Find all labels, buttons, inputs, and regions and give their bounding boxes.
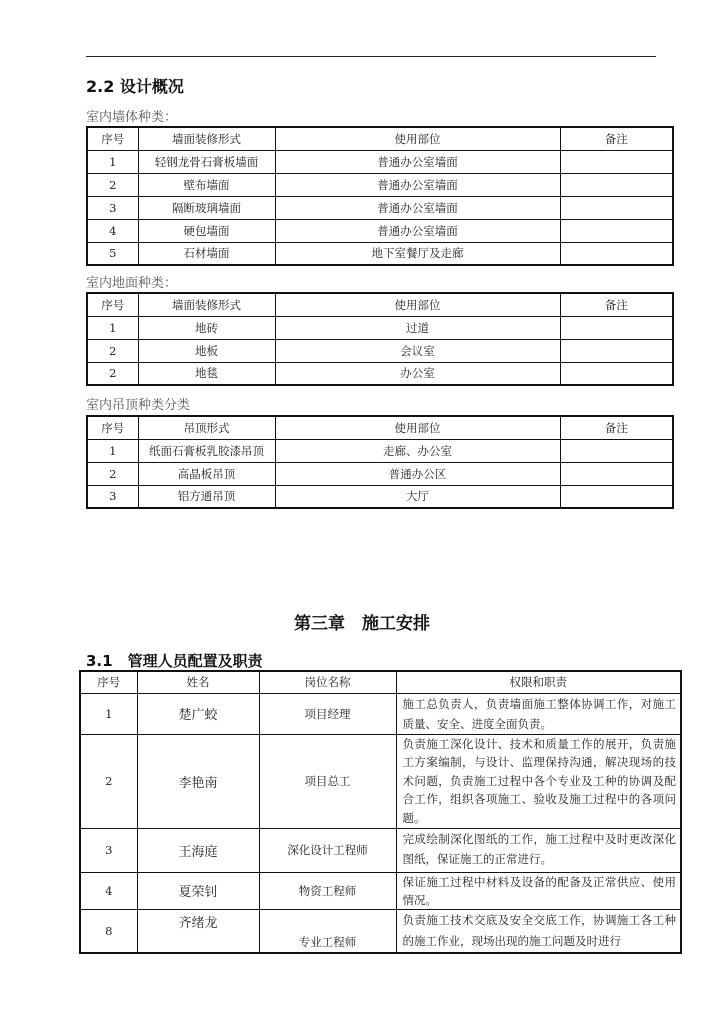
section-title-3-1: 3.1 管理人员配置及职责 [86,652,263,670]
table-cell: 2 [87,339,138,362]
table-cell: 2 [87,173,138,196]
table-cell: 地砖 [138,316,275,339]
ceiling-caption: 室内吊顶种类分类 [86,398,191,413]
table-row [87,173,673,196]
floor-table [86,292,674,386]
staff-name: 王海庭 [137,828,259,872]
table-row [80,909,681,953]
ceiling-header-form: 吊顶形式 [138,416,275,439]
table-cell: 普通办公室墙面 [275,173,560,196]
floor-header-location: 使用部位 [275,293,560,316]
staff-duty: 施工总负责人，负责墙面施工整体协调工作，对施工质量、安全、进度全面负责。 [396,693,681,734]
staff-post: 物资工程师 [259,872,396,909]
table-cell: 高晶板吊顶 [138,462,275,485]
table-cell: 地板 [138,339,275,362]
staff-no: 8 [80,909,137,953]
table-cell: 轻钢龙骨石膏板墙面 [138,150,275,173]
table-cell: 普通办公区 [275,462,560,485]
wall-caption: 室内墙体种类： [86,110,178,125]
table-cell: 地毯 [138,362,275,385]
table-cell: 纸面石膏板乳胶漆吊顶 [138,439,275,462]
table-cell: 隔断玻璃墙面 [138,196,275,219]
table-cell: 硬包墙面 [138,219,275,242]
table-cell: 走廊、办公室 [275,439,560,462]
table-cell [560,150,673,173]
table-cell: 普通办公室墙面 [275,196,560,219]
floor-header-no: 序号 [87,293,138,316]
table-row [80,872,681,909]
table-cell: 大厅 [275,485,560,508]
staff-duty: 负责施工技术交底及安全交底工作，协调施工各工种的施工作业，现场出现的施工问题及时进行 [396,909,681,953]
table-cell [560,362,673,385]
table-row [87,150,673,173]
staff-header-name: 姓名 [137,671,259,693]
wall-header-location: 使用部位 [275,127,560,150]
staff-header-post: 岗位名称 [259,671,396,693]
ceiling-header-note: 备注 [560,416,673,439]
staff-name: 楚广蛟 [137,693,259,734]
table-row [87,242,673,265]
table-cell: 1 [87,316,138,339]
table-row [80,828,681,872]
table-cell [560,219,673,242]
wall-header-note: 备注 [560,127,673,150]
staff-post: 深化设计工程师 [259,828,396,872]
table-row [87,439,673,462]
table-cell: 地下室餐厅及走廊 [275,242,560,265]
table-cell: 4 [87,219,138,242]
table-cell: 5 [87,242,138,265]
table-cell [560,316,673,339]
table-cell [560,242,673,265]
section-title-2-2: 2.2 设计概况 [86,77,184,96]
table-cell: 普通办公室墙面 [275,219,560,242]
staff-name: 夏荣钊 [137,872,259,909]
table-cell [560,339,673,362]
staff-no: 3 [80,828,137,872]
wall-header-no: 序号 [87,127,138,150]
staff-post: 专业工程师 [259,909,396,953]
table-cell: 3 [87,196,138,219]
staff-header-no: 序号 [80,671,137,693]
floor-header-form: 墙面装修形式 [138,293,275,316]
table-row [87,362,673,385]
table-cell: 办公室 [275,362,560,385]
staff-table [79,670,682,954]
staff-header-duty: 权限和职责 [396,671,681,693]
floor-header-note: 备注 [560,293,673,316]
staff-no: 2 [80,734,137,828]
table-row [80,693,681,734]
table-cell: 会议室 [275,339,560,362]
table-cell: 普通办公室墙面 [275,150,560,173]
staff-post: 项目总工 [259,734,396,828]
table-cell [560,462,673,485]
ceiling-header-location: 使用部位 [275,416,560,439]
table-row [87,339,673,362]
table-cell: 石材墙面 [138,242,275,265]
table-cell [560,196,673,219]
ceiling-table [86,415,674,509]
table-cell [560,439,673,462]
table-cell [560,485,673,508]
table-cell: 过道 [275,316,560,339]
staff-no: 4 [80,872,137,909]
staff-name: 李艳南 [137,734,259,828]
staff-no: 1 [80,693,137,734]
header-rule [86,56,656,57]
staff-duty: 负责施工深化设计、技术和质量工作的展开，负责施工方案编制，与设计、监理保持沟通，解决现场的技术问题，负责施工过程中各个专业及工种的协调及配合工作，组织各项施工、验收及施工过程中的各项问题。 [396,734,681,828]
table-cell: 1 [87,150,138,173]
staff-duty: 保证施工过程中材料及设备的配备及正常供应、使用情况。 [396,872,681,909]
table-row [87,219,673,242]
table-row [87,485,673,508]
table-cell: 壁布墙面 [138,173,275,196]
table-row [87,196,673,219]
table-row [80,734,681,828]
table-cell: 3 [87,485,138,508]
staff-duty: 完成绘制深化图纸的工作，施工过程中及时更改深化图纸，保证施工的正常进行。 [396,828,681,872]
chapter-title: 第三章 施工安排 [294,614,430,634]
floor-caption: 室内地面种类： [86,276,178,291]
ceiling-header-no: 序号 [87,416,138,439]
table-row [87,462,673,485]
table-row [87,316,673,339]
table-cell: 1 [87,439,138,462]
staff-post: 项目经理 [259,693,396,734]
wall-header-form: 墙面装修形式 [138,127,275,150]
table-cell: 2 [87,362,138,385]
staff-name: 齐绪龙 [137,909,259,953]
table-cell: 2 [87,462,138,485]
wall-table [86,126,674,266]
table-cell: 铝方通吊顶 [138,485,275,508]
table-cell [560,173,673,196]
